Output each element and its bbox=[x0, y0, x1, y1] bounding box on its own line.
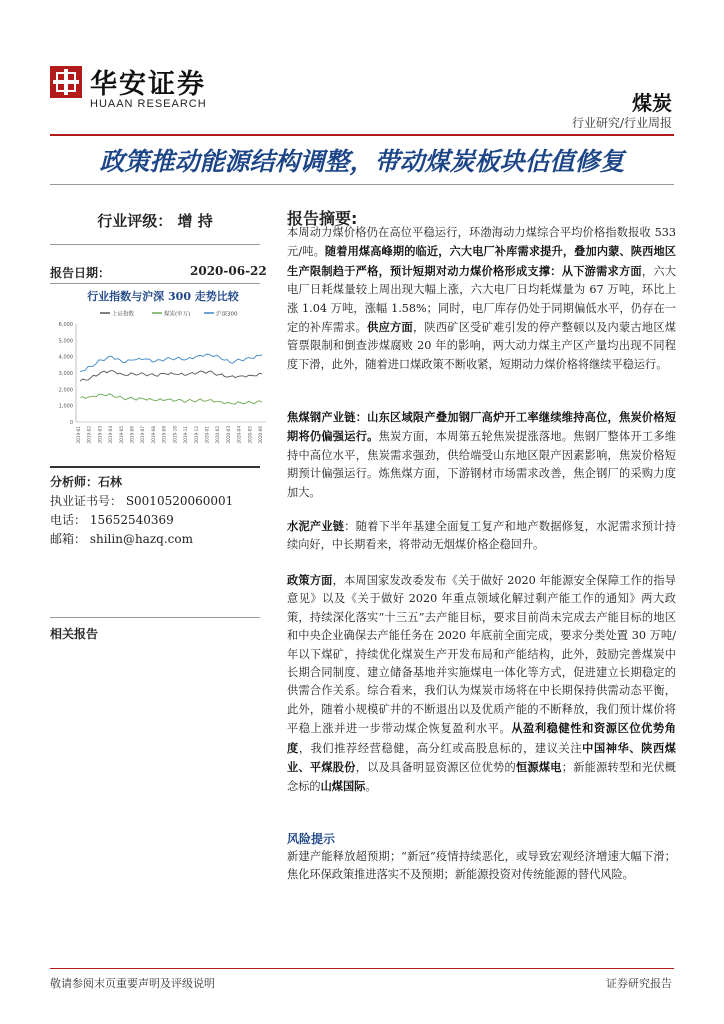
bold-span: 从下游需求方面 bbox=[561, 263, 642, 278]
chart-divider bbox=[50, 466, 260, 468]
x-tick-label: 2019-05 bbox=[118, 426, 124, 444]
related-reports-heading: 相关报告 bbox=[50, 627, 99, 641]
text-span: 。 bbox=[365, 780, 377, 794]
x-tick-label: 2020-05 bbox=[247, 426, 253, 444]
x-tick-label: 2019-10 bbox=[172, 426, 178, 444]
header-divider bbox=[50, 134, 674, 136]
legend-label: 煤炭(申万) bbox=[164, 311, 191, 318]
text-span: ，本周国家发改委发布《关于做好 2020 年能源安全保障工作的指导意见》以及《关于做好 2020 年重点领域化解过剩产能工作的通知》两大政策，持续深化落实“十三五”去产能目标，要求目前尚未完成去产能目标的地区和中央企业确保去产能任务在 2020 年底前全面完成，要求分类处置 30 万吨/年以下煤矿，持续优化煤炭生产开发布局和产能结构，此外，鼓励完善煤炭中长期合同制度、建立储备基地并实施煤电一体化等方式，促进建立长期稳定的供需合作关系。综合看来，我们认为煤炭市场将在中长期保持供需动态平衡，此外，随着小规模矿井的不断退出以及优质产能的不断释放，我们预计煤价将平稳上涨并进一步带动煤企恢复盈利水平。 bbox=[287, 574, 676, 736]
y-tick-label: 5,000 bbox=[58, 338, 73, 345]
title-divider bbox=[50, 184, 674, 185]
series-line-3 bbox=[80, 354, 262, 371]
report-date-label: 报告日期： bbox=[50, 266, 111, 280]
analyst-info bbox=[50, 473, 233, 549]
sector-label: 煤炭 bbox=[632, 91, 672, 115]
report-title: 政策推动能源结构调整，带动煤炭板块估值修复 bbox=[99, 147, 625, 176]
x-tick-label: 2020-01 bbox=[204, 426, 210, 444]
y-tick-label: 1,000 bbox=[58, 403, 73, 410]
bold-span: 恒源煤电 bbox=[515, 760, 562, 775]
summary-paragraph-coking-coal bbox=[287, 408, 676, 502]
risk-paragraph: 新建产能释放超预期；“新冠”疫情持续恶化，或导致宏观经济增速大幅下滑；焦化环保政策推进落实不及预期；新能源投资对传统能源的替代风险。 bbox=[287, 850, 676, 882]
email[interactable]: 邮箱： shilin@hazq.com bbox=[50, 532, 193, 546]
summary-heading: 报告摘要: bbox=[287, 209, 358, 228]
x-tick-label: 2019-07 bbox=[140, 426, 146, 444]
y-tick-label: 2,000 bbox=[58, 387, 73, 394]
legend-label: 上证指数 bbox=[112, 311, 135, 318]
rating-divider bbox=[50, 244, 260, 245]
bold-span: 政策方面 bbox=[287, 573, 333, 587]
chart-title: 行业指数与沪深 300 走势比较 bbox=[87, 290, 239, 303]
text-span: ，六大电厂日耗煤量较上周出现大幅上涨，六大电厂日均耗煤量为 67 万吨，环比上涨 1.04 万吨，涨幅 1.58%；同时，电厂库存仍处于同期偏低水平，仍存在一定的补库需求。 bbox=[287, 264, 676, 335]
x-tick-label: 2019-12 bbox=[193, 426, 199, 444]
text-span: ，陕西矿区受矿难引发的停产整顿以及内蒙古地区煤管票限制和倒查涉煤腐败 20 年的影响，两大动力煤主产区产量均出现不同程度下滑，此外，随着进口煤政策不断收紧，短期动力煤价格将继续平稳运行。 bbox=[287, 321, 676, 371]
text-span: 本周动力煤价格仍在高位平稳运行，环渤海动力煤综合平均价格指数报收 533 元/吨。 bbox=[287, 226, 676, 259]
report-date-value: 2020-06-22 bbox=[190, 264, 267, 278]
company-logo bbox=[50, 66, 82, 98]
analyst-name: 分析师：石林 bbox=[50, 475, 123, 489]
text-span: ，我们推荐经营稳健，高分红或高股息标的，建议关注 bbox=[298, 741, 583, 755]
x-tick-label: 2019-08 bbox=[150, 426, 156, 444]
related-divider bbox=[50, 617, 260, 618]
report-type: 行业研究/行业周报 bbox=[571, 116, 672, 130]
x-tick-label: 2019-04 bbox=[108, 426, 114, 444]
text-span: 焦炭方面，本周第五轮焦炭提涨落地。焦钢厂整体开工多维持中高位水平，焦炭需求强劲，供给端受山东地区限产因素影响，焦炭价格短期预计偏强运行。炼焦煤方面，下游钢材市场需求改善，焦企钢厂的采购力度加大。 bbox=[287, 430, 676, 499]
bold-span: 随着用煤高峰期的临近，六大电厂补库需求提升，叠加内蒙、陕西地区生产限制趋于严格，预计短期对动力煤价格形成支撑： bbox=[287, 244, 676, 278]
x-tick-label: 2020-04 bbox=[236, 426, 242, 444]
x-tick-label: 2020-06 bbox=[258, 426, 263, 444]
x-tick-label: 2019-03 bbox=[97, 426, 103, 444]
series-line-1 bbox=[80, 371, 262, 382]
footer-report-type: 证券研究报告 bbox=[606, 977, 672, 990]
x-tick-label: 2019-01 bbox=[76, 426, 81, 444]
bold-span: 山煤国际 bbox=[320, 779, 366, 794]
text-span: ，以及具备明显资源区位优势的 bbox=[355, 761, 516, 775]
text-span: ：随着下半年基建全面复工复产和地产数据修复，水泥需求预计持续向好，中长期看来，将带动无烟煤价格企稳回升。 bbox=[287, 520, 676, 552]
x-tick-label: 2019-02 bbox=[86, 426, 92, 444]
bold-span: 供应方面 bbox=[367, 320, 413, 335]
summary-paragraph-cement bbox=[287, 517, 676, 555]
bold-span: 从盈利稳健性和资源区位优势角度 bbox=[287, 721, 676, 755]
footer-disclaimer: 敬请参阅末页重要声明及评级说明 bbox=[50, 977, 215, 990]
y-tick-label: 3,000 bbox=[58, 371, 73, 377]
risk-heading: 风险提示 bbox=[287, 832, 336, 846]
phone: 电话： 15652540369 bbox=[50, 513, 174, 527]
bold-span: 焦煤钢产业链：山东区域限产叠加钢厂高炉开工率继续维持高位，焦炭价格短期将仍偏强运行。 bbox=[287, 410, 676, 444]
x-tick-label: 2019-11 bbox=[183, 426, 189, 444]
industry-rating: 行业评级： 增 持 bbox=[97, 212, 213, 230]
summary-paragraph-policy bbox=[287, 571, 676, 797]
y-tick-label: 0 bbox=[69, 420, 73, 426]
license-number: 执业证书号： S0010520060001 bbox=[50, 494, 234, 508]
x-tick-label: 2020-03 bbox=[225, 426, 231, 444]
bold-span: 水泥产业链 bbox=[287, 519, 345, 533]
brand-name-cn: 华安证券 bbox=[90, 69, 206, 100]
y-tick-label: 6,000 bbox=[58, 322, 73, 328]
brand-name-en: HUAAN RESEARCH bbox=[90, 98, 207, 110]
x-tick-label: 2019-06 bbox=[129, 426, 135, 444]
footer-divider bbox=[50, 968, 674, 969]
summary-paragraph-thermal-coal bbox=[287, 224, 676, 374]
text-span: ；新能源转型和光伏概念标的 bbox=[287, 761, 676, 794]
series-line-2 bbox=[80, 394, 262, 405]
date-divider bbox=[50, 283, 260, 284]
y-tick-label: 4,000 bbox=[58, 354, 73, 361]
x-tick-label: 2020-02 bbox=[215, 426, 221, 444]
legend-label: 沪深300 bbox=[216, 311, 238, 318]
index-comparison-chart bbox=[50, 304, 276, 462]
bold-span: 中国神华、陕西煤业、平煤股份 bbox=[287, 740, 676, 775]
x-tick-label: 2019-09 bbox=[161, 426, 167, 444]
